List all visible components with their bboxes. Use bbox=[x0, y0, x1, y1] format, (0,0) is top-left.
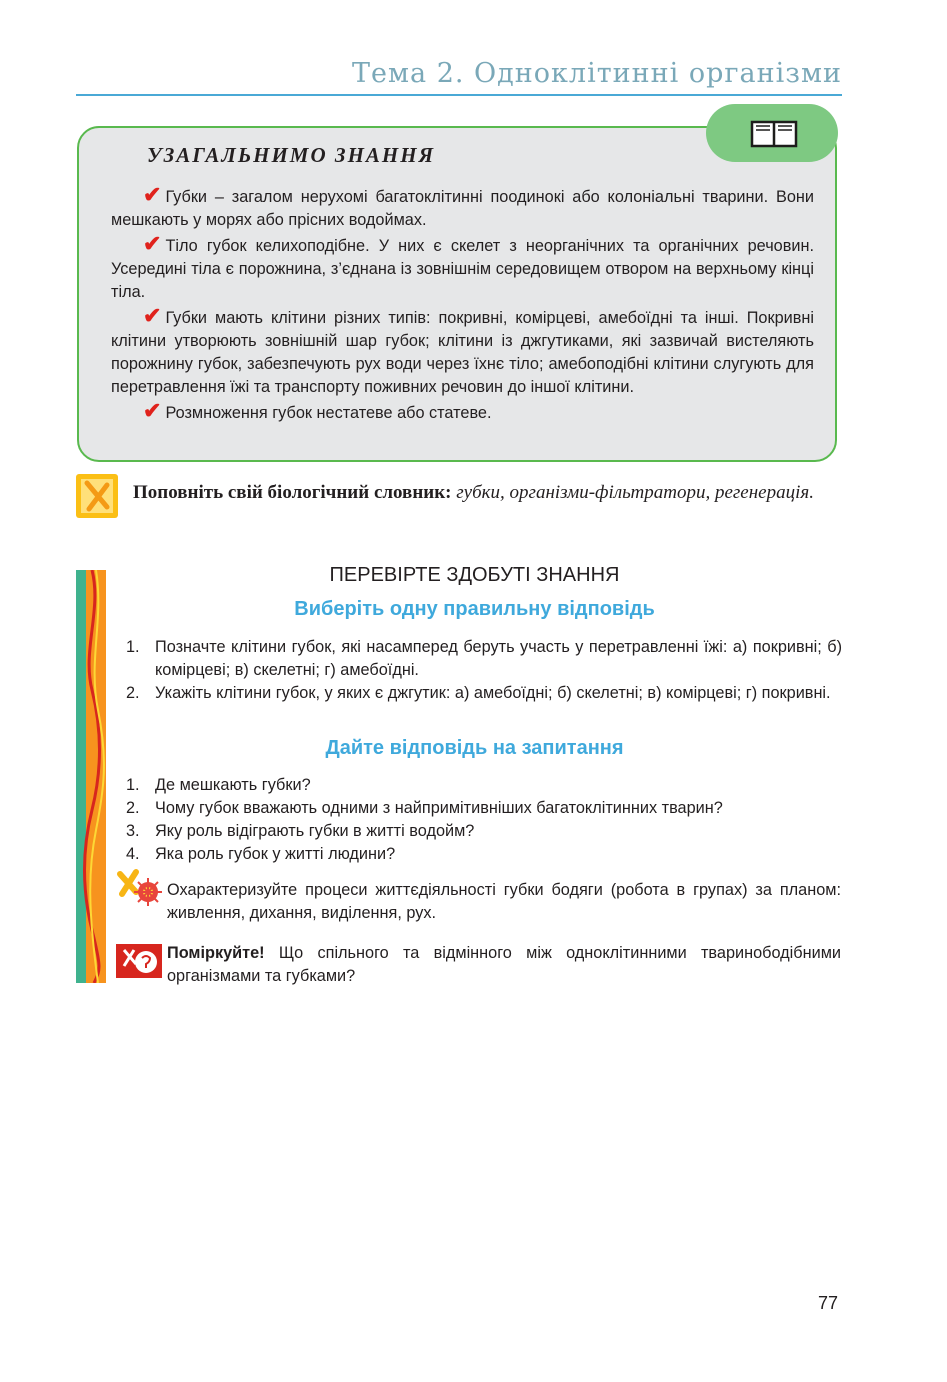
check-icon: ✔ bbox=[143, 303, 162, 328]
book-icon bbox=[750, 120, 798, 148]
dictionary-terms: губки, організми-фільтратори, регенерація. bbox=[456, 482, 814, 503]
section-title: ПЕРЕВІРТЕ ЗДОБУТІ ЗНАННЯ bbox=[329, 564, 620, 586]
list-item: 2. Укажіть клітини губок, у яких є джгутик: а) амебоїдні; б) скелетні; в) комірцеві; г) покривні. bbox=[126, 684, 831, 702]
summary-item: ✔ Губки – загалом нерухомі багатоклітинні поодинокі або колоніальні тварини. Вони мешкають у морях або прісних водоймах. bbox=[111, 182, 814, 229]
list-item: 4. Яка роль губок у житті людини? bbox=[126, 845, 396, 863]
answer-heading: Дайте відповідь на запитання bbox=[325, 737, 624, 759]
dictionary-icon bbox=[76, 474, 118, 518]
choose-list bbox=[126, 636, 842, 705]
summary-list bbox=[111, 183, 814, 425]
chapter-title: Тема 2. Одноклітинні організми bbox=[352, 58, 842, 89]
decorative-side-band bbox=[76, 570, 106, 983]
list-item: 1. Де мешкають губки? bbox=[126, 776, 311, 794]
think-icon bbox=[116, 944, 162, 978]
group-task-icon bbox=[114, 868, 162, 912]
summary-item: ✔ Розмноження губок нестатеве або статеве. bbox=[143, 398, 492, 423]
summary-heading: УЗАГАЛЬНИМО ЗНАННЯ bbox=[147, 143, 436, 167]
check-icon: ✔ bbox=[143, 182, 162, 207]
check-icon: ✔ bbox=[143, 398, 162, 423]
list-item: 1. Позначте клітини губок, які насамперед беруть участь у перетравленні їжі: а) покривні; б) комірцеві; в) скелетні; г) амебоїдні. bbox=[126, 638, 842, 679]
think-text: Що спільного та відмінного між одноклітинними тваринободібними організмами та губками? bbox=[167, 944, 841, 985]
header-divider bbox=[76, 94, 842, 96]
book-tab bbox=[706, 104, 838, 162]
answer-list bbox=[126, 774, 842, 866]
think-prompt bbox=[167, 942, 841, 988]
summary-item: ✔ Губки мають клітини різних типів: покривні, комірцеві, амебоїдні та інші. Покривні клітини утворюють зовнішній шар губок; клітини із джгутиками, які зазвичай вистеляють порожнину губок, забезпечують рух води через їхнє тіло; амебоподібні клітини слугують для перетравлення їжі та транспорту поживних речовин до іншої клітини. bbox=[111, 303, 814, 396]
choose-heading: Виберіть одну правильну відповідь bbox=[294, 598, 655, 620]
summary-item: ✔ Тіло губок келихоподібне. У них є скелет з неорганічних та органічних речовин. Усередині тіла є порожнина, з’єднана із зовнішнім середовищем отвором на верхньому кінці тіла. bbox=[111, 231, 814, 301]
group-task-text: Охарактеризуйте процеси життєдіяльності губки бодяги (робота в групах) за планом: живлення, дихання, виділення, рух. bbox=[167, 881, 841, 922]
page-number: 77 bbox=[818, 1293, 839, 1313]
check-icon: ✔ bbox=[143, 231, 162, 256]
dictionary-label: Поповніть свій біологічний словник: bbox=[133, 482, 452, 503]
list-item: 2. Чому губок вважають одними з найпримітивніших багатоклітинних тварин? bbox=[126, 799, 723, 817]
dictionary-prompt bbox=[133, 480, 841, 506]
think-label: Поміркуйте! bbox=[167, 944, 265, 962]
list-item: 3. Яку роль відіграють губки в житті водойм? bbox=[126, 822, 475, 840]
